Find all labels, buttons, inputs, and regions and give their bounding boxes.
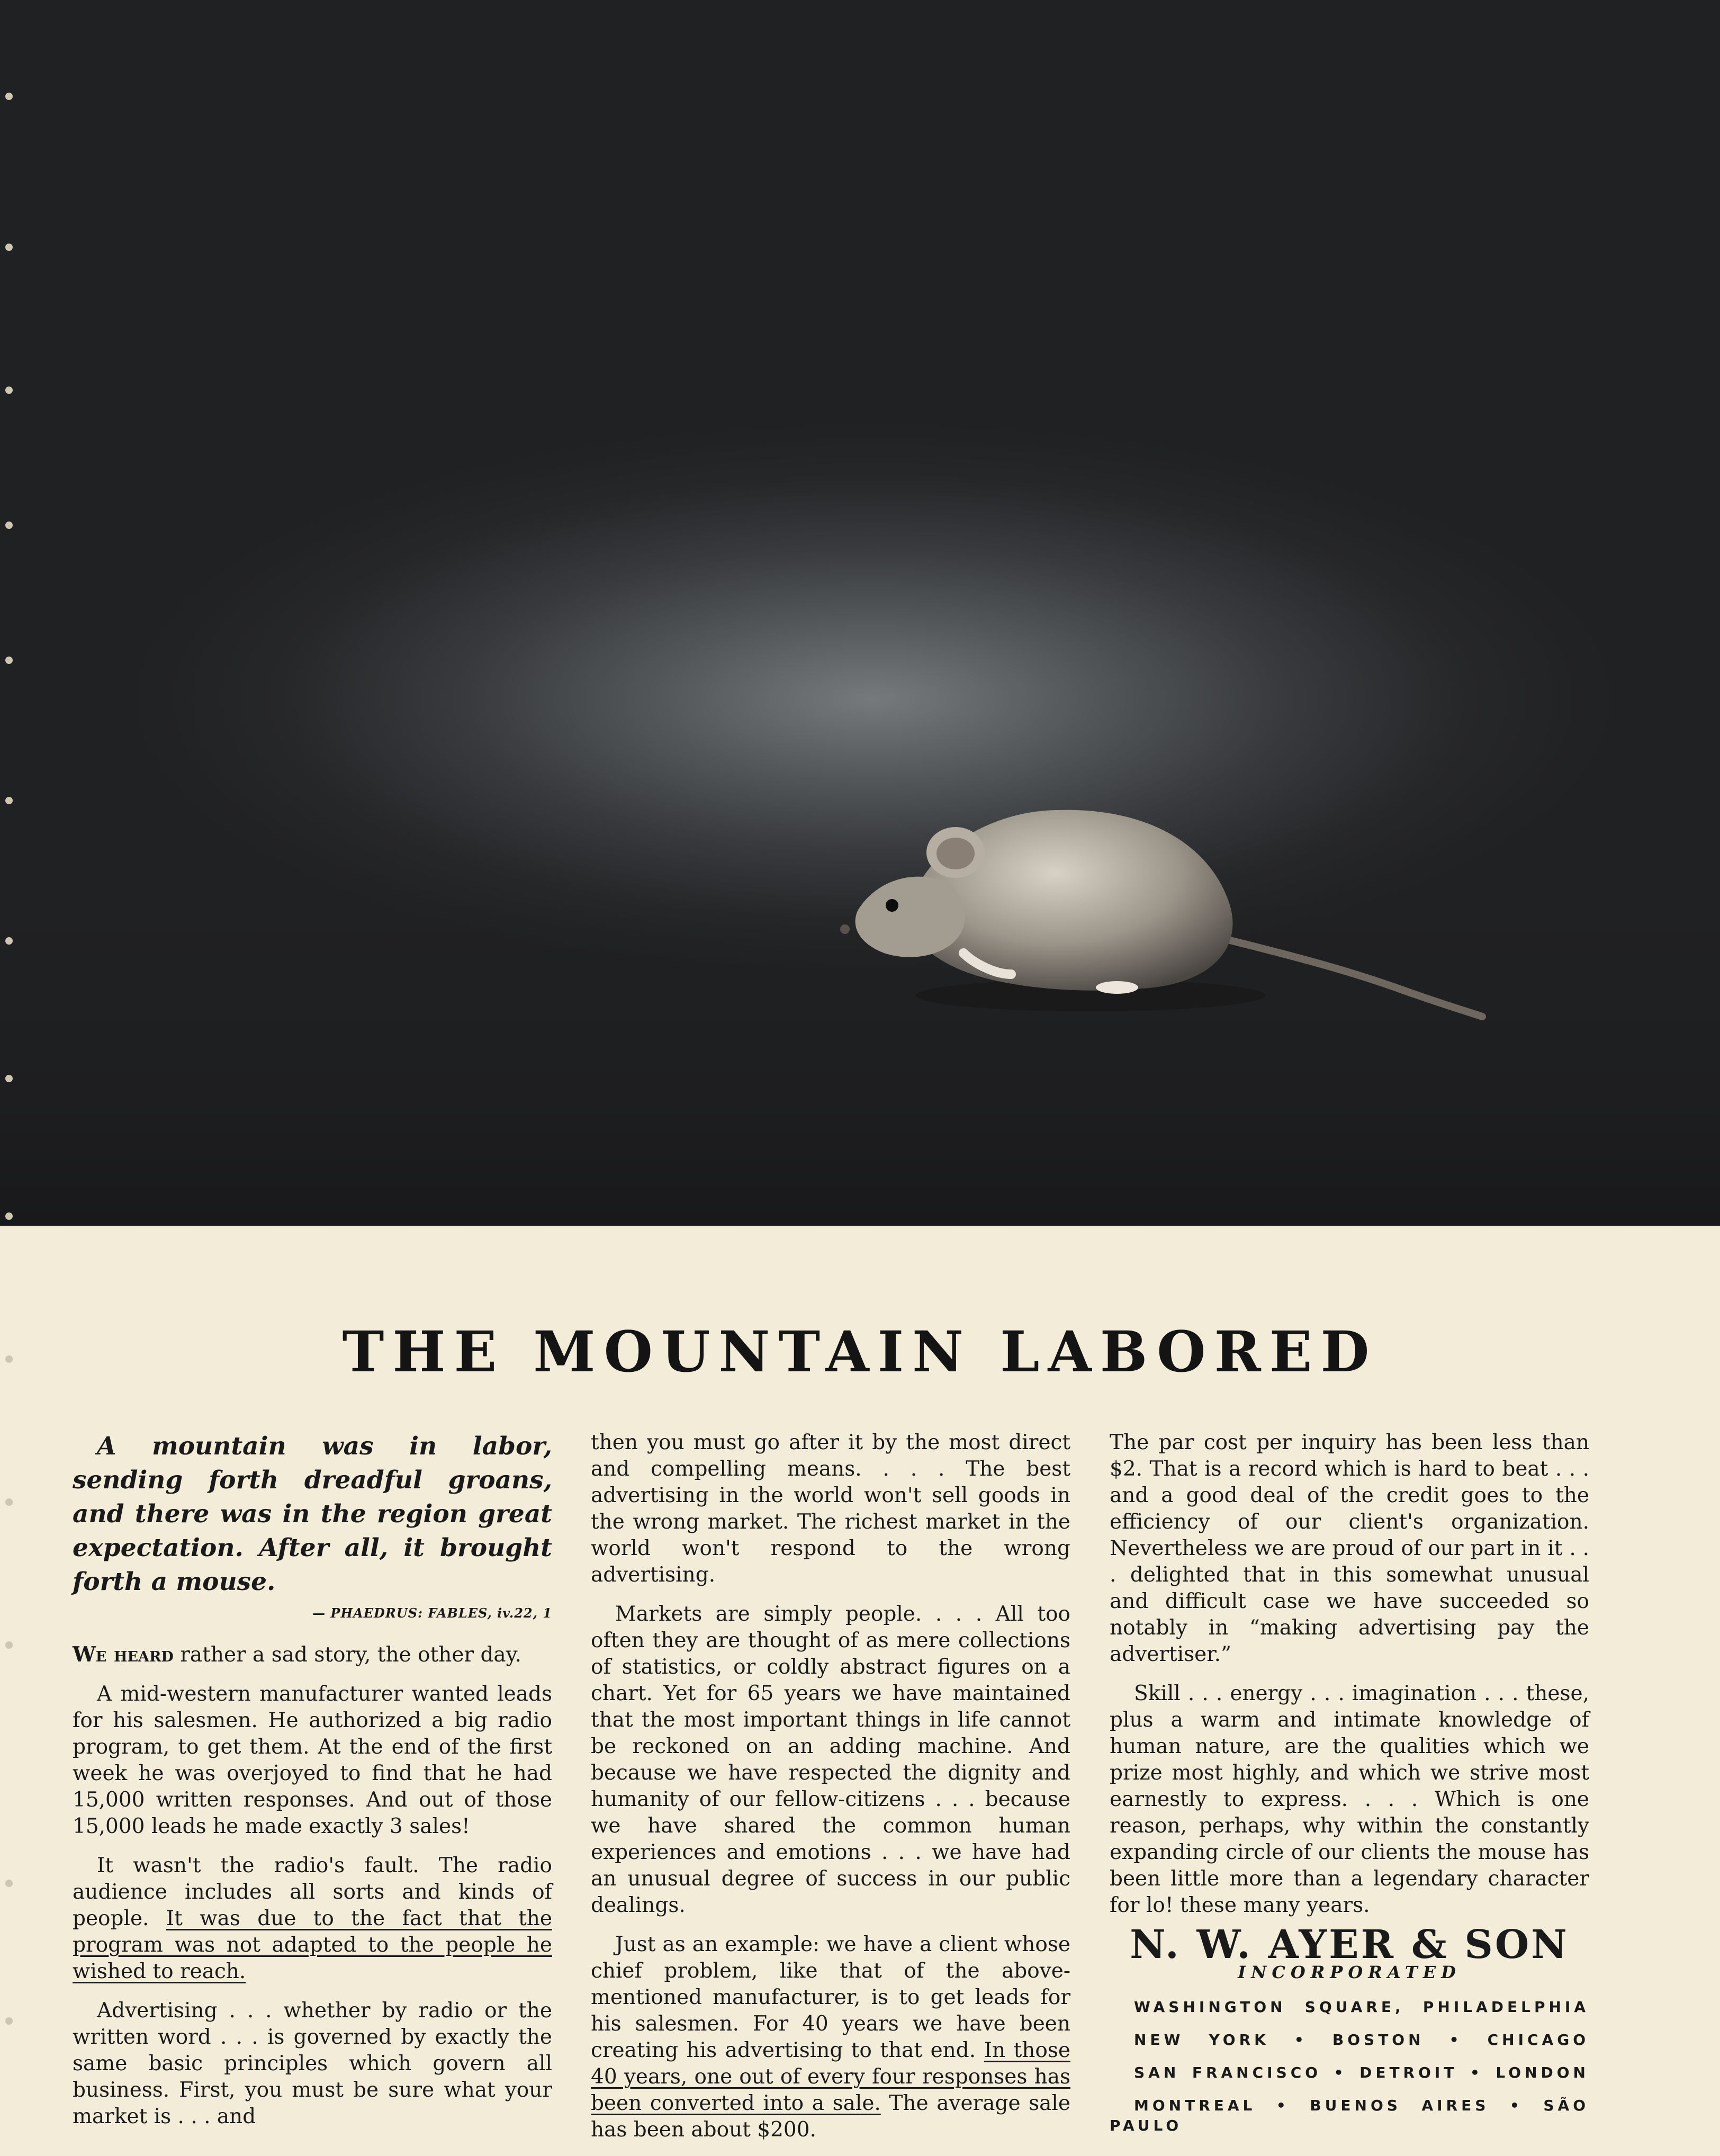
text-column-1 (73, 1430, 552, 2143)
headline: THE MOUNTAIN LABORED (342, 1318, 1378, 1385)
company-name: N. W. AYER & SON (1130, 1922, 1569, 1968)
paragraph: The par cost per inquiry has been less than $2. That is a record which is hard to beat . . . and a good deal of the credit goes to the efficiency of our client's organization. Nevertheless we are proud of our part in it . . . delighted that in this somewhat unusual and difficult case we have succeeded so notably in “making advertising pay the advertiser.” (1110, 1431, 1589, 1666)
address-line: NEW YORK • BOSTON • CHICAGO (1134, 2031, 1589, 2049)
paragraph: Skill . . . energy . . . imagination . . . these, plus a warm and intimate knowledge of human nature, are the qualities which we prize most highly, and which we strive most earnestly to express. . . . Which is one reason, perhaps, why within the constantly expanding circle of our clients the mouse has been little more than a legendary character for lo! these many years. (1110, 1682, 1589, 1917)
paragraph: Advertising . . . whether by radio or the written word . . . is governed by exactly the same basic principles which govern all business. First, you must be sure what your market is . . . and (73, 1999, 552, 2128)
underlined-text: It was due to the fact that the program was not adapted to the people he wished to reach. (73, 1907, 552, 1983)
binder-holes (0, 0, 21, 2152)
incorporated-label: INCORPORATED (1238, 1962, 1461, 1982)
paragraph-text: It wasn't the radio's fault. The radio audience includes all sorts and kinds of people. (73, 1854, 552, 1930)
text-column-3 (1110, 1430, 1589, 2149)
paragraph-text: Just as an example: we have a client whose chief problem, like that of the above-mentioned manufacturer, is to get leads for his salesmen. For 40 years we have been creating his advertising to that end. (591, 1933, 1070, 2062)
address-line: MONTREAL • BUENOS AIRES • SÃO PAULO (1110, 2097, 1589, 2134)
paragraph (73, 1853, 552, 1985)
underlined-text: In those 40 years, one out of every four responses has been converted into a sale. (591, 2038, 1070, 2115)
mouse-icon (826, 778, 1493, 1043)
paragraph: then you must go after it by the most direct and compelling means. . . . The best advertising in the world won't sell goods in the wrong market. The richest market in the world won't respond to the wrong advertising. (591, 1431, 1070, 1587)
paragraph-text: The average sale has been about $200. (591, 2091, 1070, 2142)
paragraph-text: rather a sad story, the other day. (173, 1643, 521, 1667)
lead-in: We heard (73, 1642, 174, 1667)
address-line: SAN FRANCISCO • DETROIT • LONDON (1134, 2064, 1589, 2081)
paragraph: A mid-western manufacturer wanted leads for his salesmen. He authorized a big radio program, to get them. At the end of the first week he was overjoyed to find that he had 15,000 written responses. And out of those 15,000 leads he made exactly 3 sales! (73, 1682, 552, 1838)
paragraph: Markets are simply people. . . . All too often they are thought of as mere collections of statistics, or coldly abstract figures on a chart. Yet for 65 years we have maintained that the most important things in life cannot be reckoned on an adding machine. And because we have respected the dignity and humanity of our fellow-citizens . . . because we have shared the common human experiences and emotions . . . we have had an unusual degree of success in our public dealings. (591, 1602, 1070, 1917)
paragraph (591, 1932, 1070, 2143)
epigraph-attribution: — PHAEDRUS: FABLES, iv.22, 1 (312, 1605, 552, 1621)
address-line: WASHINGTON SQUARE, PHILADELPHIA (1134, 1998, 1589, 2016)
text-column-2 (591, 1430, 1070, 2156)
epigraph: A mountain was in labor, sending forth dreadful groans, and there was in the region great expectation. After all, it brought forth a mouse. (73, 1432, 552, 1596)
paragraph (73, 1641, 552, 1668)
